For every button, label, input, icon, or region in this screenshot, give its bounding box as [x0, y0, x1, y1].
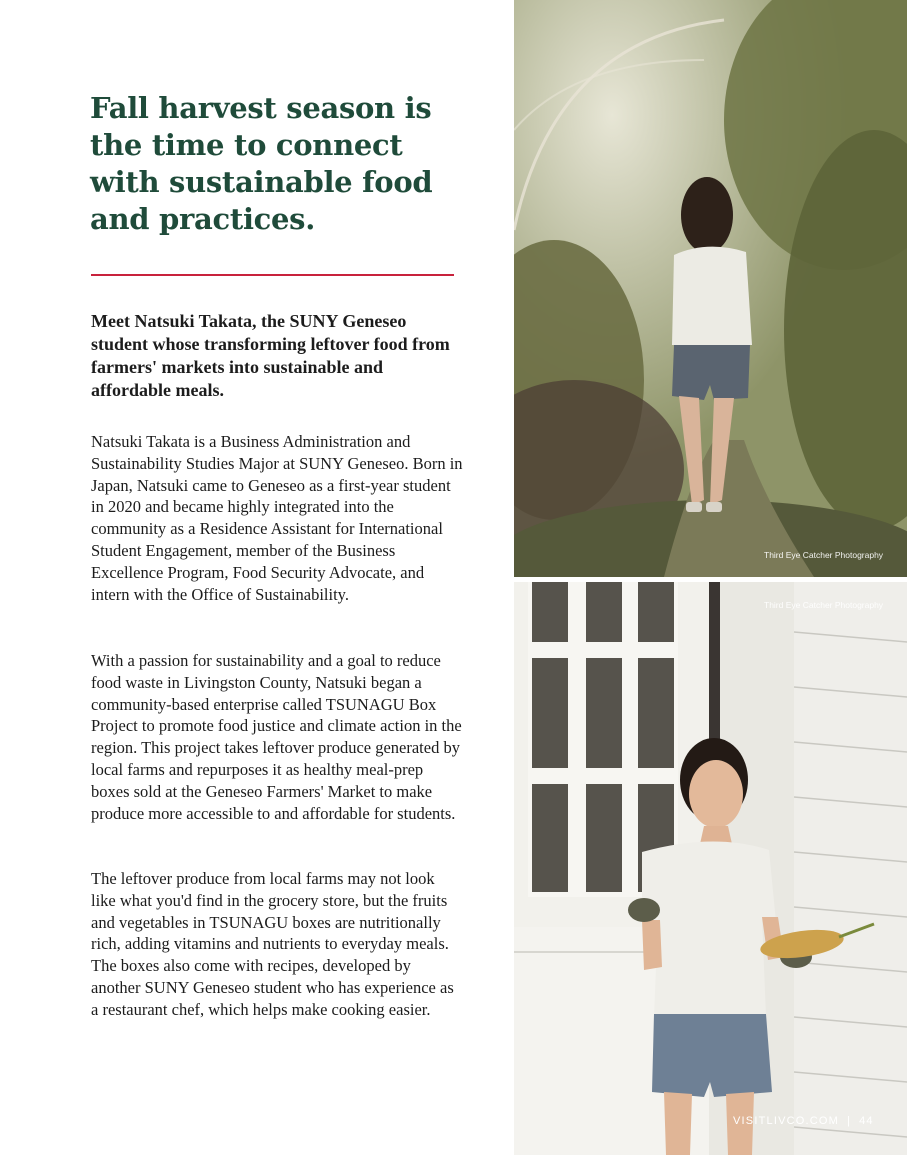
headline: Fall harvest season is the time to connect with sustainable food and practices.	[90, 91, 433, 236]
photo-credit-top: Third Eye Catcher Photography	[764, 550, 884, 560]
portrait-scene-illustration	[514, 582, 907, 1155]
photo-portrait-gourd	[514, 582, 907, 1155]
body-paragraph-1: Natsuki Takata is a Business Administration and Sustainability Studies Major at SUNY Geneseo. Born in Japan, Natsuki came to Geneseo as a first-year student in 2020 and became highly integrated into the community as a Residence Assistant for International Student Engagement, member of the Business Excellence Program, Food Security Advocate, and intern with the Office of Sustainability.	[91, 432, 463, 604]
body-paragraph-3: The leftover produce from local farms may not look like what you'd find in the grocery store, but the fruits and vegetables in TSUNAGU boxes are nutritionally rich, adding vitamins and nutrients to everyday meals. The boxes also come with recipes, developed by another SUNY Geneseo student who has experience as a restaurant chef, which helps make cooking easier.	[91, 869, 454, 1019]
body-paragraph-2: With a passion for sustainability and a goal to reduce food waste in Livingston County, Natsuki began a community-based enterprise called TSUNAGU Box Project to promote food justice and climate action in the region. This project takes leftover produce generated by local farms and repurposes it as healthy meal-prep boxes sold at the Geneseo Farmers' Market to make produce more accessible to and affordable for students.	[91, 651, 462, 823]
page-footer	[733, 1115, 874, 1127]
photo-credit-bottom: Third Eye Catcher Photography	[764, 600, 884, 610]
intro-paragraph: Meet Natsuki Takata, the SUNY Geneseo student whose transforming leftover food from farmers' markets into sustainable and affordable meals.	[91, 311, 450, 400]
photo-garden-walk	[514, 0, 907, 577]
page-number: 44	[859, 1115, 874, 1127]
divider-rule	[91, 274, 454, 276]
footer-separator: |	[847, 1115, 852, 1127]
garden-scene-illustration	[514, 0, 907, 577]
footer-site-link[interactable]: VISITLIVCO.COM	[733, 1115, 840, 1127]
